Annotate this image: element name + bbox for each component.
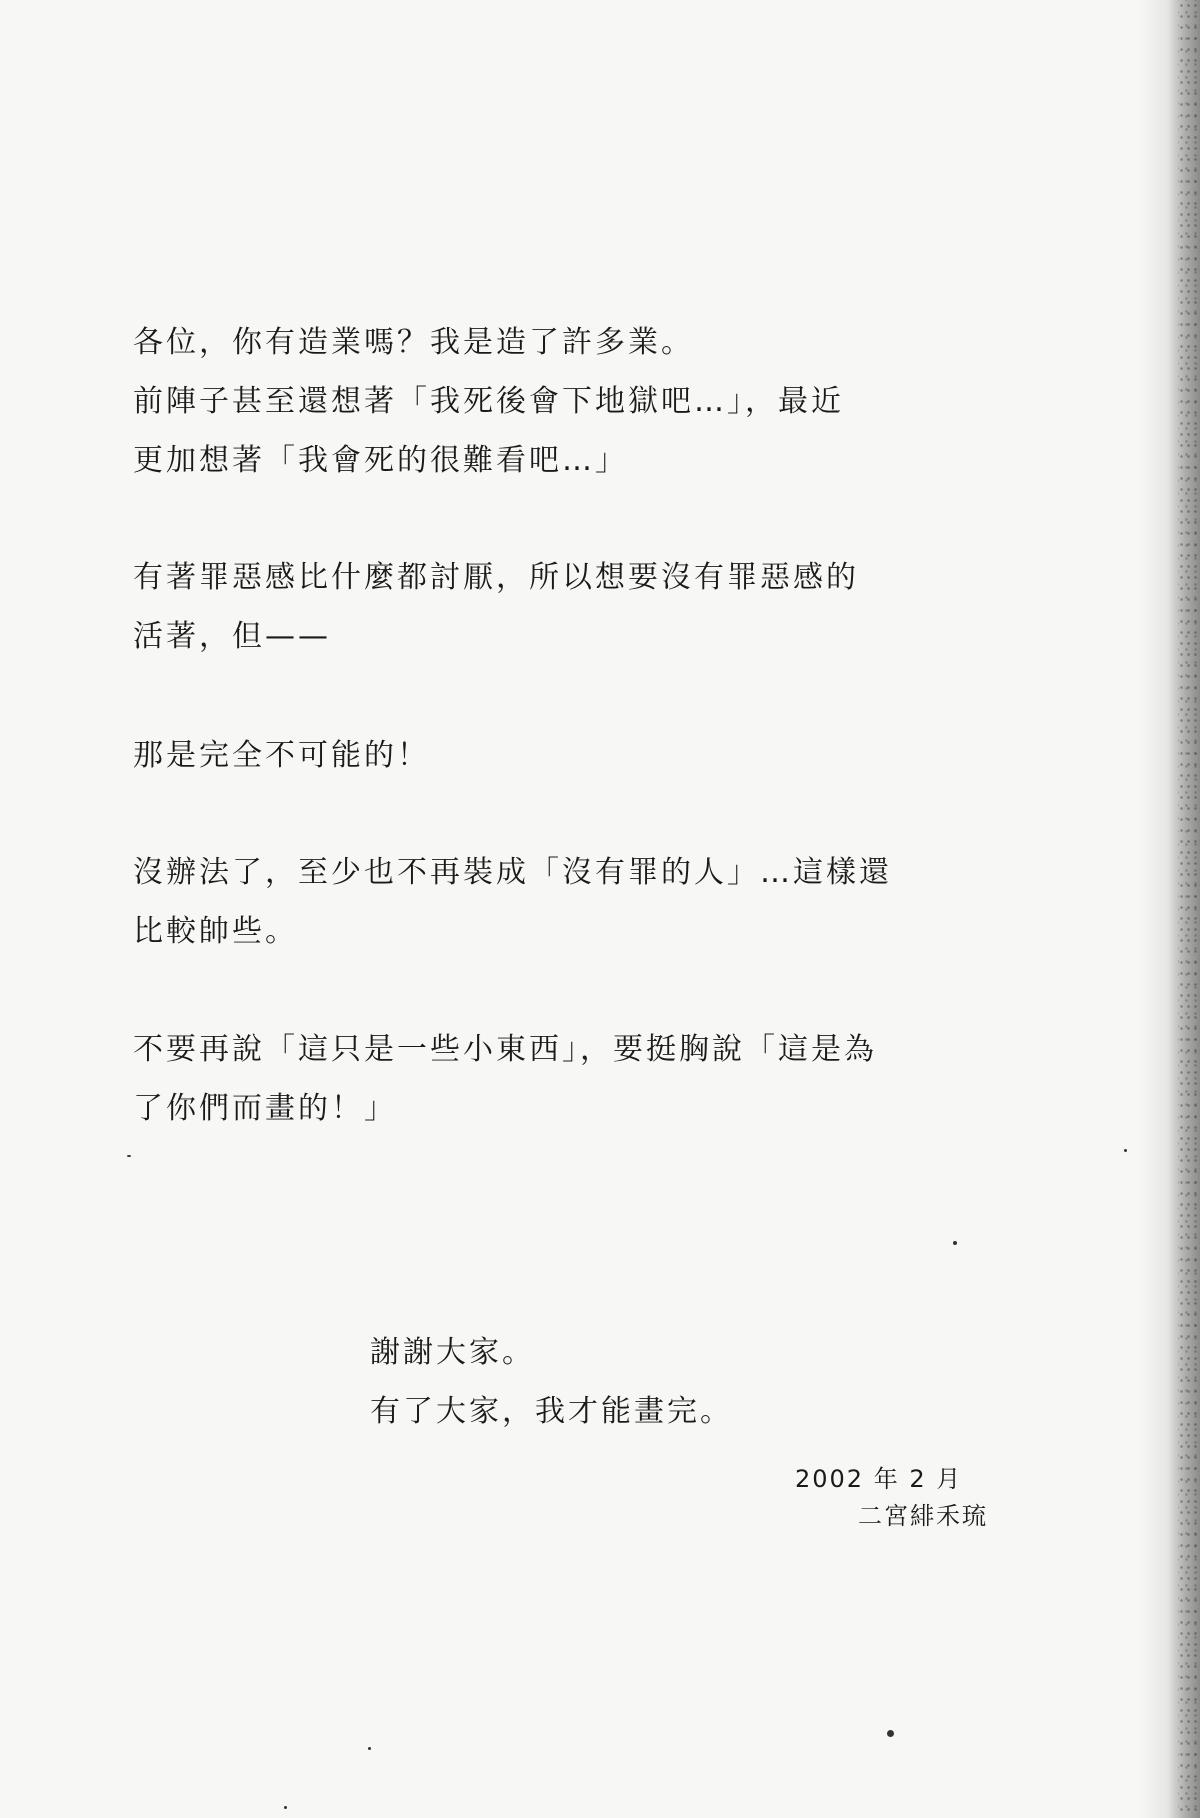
paragraph2-line1: 有著罪惡感比什麼都討厭，所以想要沒有罪惡感的 (133, 560, 859, 595)
thanks-line1: 謝謝大家。 (370, 1335, 535, 1370)
thanks-line2: 有了大家，我才能畫完。 (370, 1394, 733, 1429)
scan-speck (284, 1806, 287, 1809)
date-signature: 2002 年 2 月 (795, 1465, 963, 1493)
scan-speck (953, 1241, 957, 1245)
paragraph4-line2: 比較帥些。 (133, 914, 298, 949)
paragraph1-line3: 更加想著「我會死的很難看吧…」 (133, 443, 628, 478)
scan-speck (368, 1747, 371, 1750)
scan-speck (887, 1730, 894, 1737)
paragraph1-line1: 各位，你有造業嗎？我是造了許多業。 (133, 325, 694, 360)
paragraph5-line2: 了你們而畫的！」 (133, 1091, 397, 1126)
scan-speck (127, 1155, 131, 1157)
paragraph3-line1: 那是完全不可能的！ (133, 738, 430, 773)
author-name: 二宮緋禾琉 (858, 1502, 988, 1530)
scan-edge-noise (1178, 0, 1200, 1818)
paragraph5-line1: 不要再說「這只是一些小東西」，要挺胸說「這是為 (133, 1032, 877, 1067)
scan-speck (1124, 1149, 1127, 1152)
paragraph4-line1: 沒辦法了，至少也不再裝成「沒有罪的人」…這樣還 (133, 855, 892, 890)
paragraph1-line2: 前陣子甚至還想著「我死後會下地獄吧…」，最近 (133, 384, 844, 419)
paragraph2-line2: 活著，但—— (133, 619, 331, 654)
